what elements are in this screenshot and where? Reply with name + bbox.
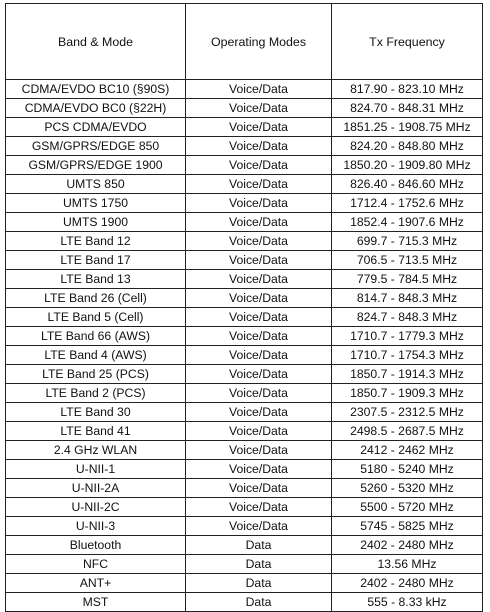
tx-frequency-cell: 2402 - 2480 MHz [332, 574, 483, 593]
tx-frequency-cell: 5745 - 5825 MHz [332, 517, 483, 536]
operating-modes-cell: Voice/Data [186, 194, 332, 213]
tx-frequency-cell: 824.70 - 848.31 MHz [332, 99, 483, 118]
band-mode-cell: U-NII-3 [6, 517, 186, 536]
tx-frequency-cell: 2402 - 2480 MHz [332, 536, 483, 555]
operating-modes-cell: Voice/Data [186, 346, 332, 365]
band-mode-cell: U-NII-1 [6, 460, 186, 479]
band-mode-cell: LTE Band 5 (Cell) [6, 308, 186, 327]
band-mode-cell: LTE Band 41 [6, 422, 186, 441]
band-mode-cell: UMTS 1750 [6, 194, 186, 213]
band-mode-cell: LTE Band 26 (Cell) [6, 289, 186, 308]
table-row [6, 422, 483, 441]
tx-frequency-cell: 817.90 - 823.10 MHz [332, 80, 483, 99]
band-mode-cell: LTE Band 66 (AWS) [6, 327, 186, 346]
operating-modes-cell: Data [186, 593, 332, 612]
frequency-table [5, 3, 483, 612]
operating-modes-cell: Voice/Data [186, 479, 332, 498]
operating-modes-cell: Voice/Data [186, 517, 332, 536]
tx-frequency-cell: 706.5 - 713.5 MHz [332, 251, 483, 270]
operating-modes-cell: Voice/Data [186, 137, 332, 156]
band-mode-cell: Bluetooth [6, 536, 186, 555]
table-row [6, 137, 483, 156]
tx-frequency-cell: 5180 - 5240 MHz [332, 460, 483, 479]
table-row [6, 270, 483, 289]
header-tx-frequency: Tx Frequency [332, 4, 483, 80]
tx-frequency-cell: 826.40 - 846.60 MHz [332, 175, 483, 194]
table-row [6, 156, 483, 175]
operating-modes-cell: Voice/Data [186, 175, 332, 194]
table-row [6, 555, 483, 574]
tx-frequency-cell: 699.7 - 715.3 MHz [332, 232, 483, 251]
tx-frequency-cell: 1710.7 - 1779.3 MHz [332, 327, 483, 346]
operating-modes-cell: Voice/Data [186, 422, 332, 441]
band-mode-cell: U-NII-2A [6, 479, 186, 498]
table-row [6, 327, 483, 346]
operating-modes-cell: Voice/Data [186, 384, 332, 403]
band-mode-cell: PCS CDMA/EVDO [6, 118, 186, 137]
band-mode-cell: NFC [6, 555, 186, 574]
tx-frequency-cell: 1852.4 - 1907.6 MHz [332, 213, 483, 232]
table-row [6, 213, 483, 232]
operating-modes-cell: Voice/Data [186, 118, 332, 137]
operating-modes-cell: Voice/Data [186, 498, 332, 517]
tx-frequency-cell: 1850.7 - 1909.3 MHz [332, 384, 483, 403]
tx-frequency-cell: 824.20 - 848.80 MHz [332, 137, 483, 156]
header-band-mode: Band & Mode [6, 4, 186, 80]
operating-modes-cell: Voice/Data [186, 327, 332, 346]
table-row [6, 118, 483, 137]
table-row [6, 194, 483, 213]
band-mode-cell: CDMA/EVDO BC10 (§90S) [6, 80, 186, 99]
table-row [6, 308, 483, 327]
tx-frequency-cell: 2307.5 - 2312.5 MHz [332, 403, 483, 422]
band-mode-cell: LTE Band 12 [6, 232, 186, 251]
tx-frequency-cell: 779.5 - 784.5 MHz [332, 270, 483, 289]
table-row [6, 99, 483, 118]
tx-frequency-cell: 5260 - 5320 MHz [332, 479, 483, 498]
table-row [6, 479, 483, 498]
operating-modes-cell: Data [186, 574, 332, 593]
table-row [6, 593, 483, 612]
frequency-table-container [5, 3, 483, 612]
operating-modes-cell: Voice/Data [186, 441, 332, 460]
tx-frequency-cell: 5500 - 5720 MHz [332, 498, 483, 517]
table-row [6, 384, 483, 403]
table-row [6, 441, 483, 460]
band-mode-cell: MST [6, 593, 186, 612]
band-mode-cell: U-NII-2C [6, 498, 186, 517]
band-mode-cell: GSM/GPRS/EDGE 1900 [6, 156, 186, 175]
table-row [6, 251, 483, 270]
operating-modes-cell: Voice/Data [186, 213, 332, 232]
operating-modes-cell: Data [186, 536, 332, 555]
band-mode-cell: LTE Band 13 [6, 270, 186, 289]
band-mode-cell: LTE Band 2 (PCS) [6, 384, 186, 403]
band-mode-cell: CDMA/EVDO BC0 (§22H) [6, 99, 186, 118]
table-row [6, 346, 483, 365]
tx-frequency-cell: 1850.20 - 1909.80 MHz [332, 156, 483, 175]
table-row [6, 232, 483, 251]
band-mode-cell: LTE Band 17 [6, 251, 186, 270]
tx-frequency-cell: 1851.25 - 1908.75 MHz [332, 118, 483, 137]
operating-modes-cell: Voice/Data [186, 270, 332, 289]
band-mode-cell: GSM/GPRS/EDGE 850 [6, 137, 186, 156]
operating-modes-cell: Voice/Data [186, 251, 332, 270]
operating-modes-cell: Data [186, 555, 332, 574]
operating-modes-cell: Voice/Data [186, 460, 332, 479]
operating-modes-cell: Voice/Data [186, 156, 332, 175]
table-row [6, 289, 483, 308]
table-row [6, 536, 483, 555]
tx-frequency-cell: 13.56 MHz [332, 555, 483, 574]
header-operating-modes: Operating Modes [186, 4, 332, 80]
tx-frequency-cell: 814.7 - 848.3 MHz [332, 289, 483, 308]
tx-frequency-cell: 1710.7 - 1754.3 MHz [332, 346, 483, 365]
tx-frequency-cell: 824.7 - 848.3 MHz [332, 308, 483, 327]
operating-modes-cell: Voice/Data [186, 289, 332, 308]
table-row [6, 498, 483, 517]
band-mode-cell: UMTS 1900 [6, 213, 186, 232]
table-row [6, 460, 483, 479]
operating-modes-cell: Voice/Data [186, 99, 332, 118]
tx-frequency-cell: 2412 - 2462 MHz [332, 441, 483, 460]
band-mode-cell: UMTS 850 [6, 175, 186, 194]
table-header-row [6, 4, 483, 80]
table-row [6, 517, 483, 536]
tx-frequency-cell: 2498.5 - 2687.5 MHz [332, 422, 483, 441]
operating-modes-cell: Voice/Data [186, 365, 332, 384]
tx-frequency-cell: 1850.7 - 1914.3 MHz [332, 365, 483, 384]
operating-modes-cell: Voice/Data [186, 80, 332, 99]
table-row [6, 365, 483, 384]
operating-modes-cell: Voice/Data [186, 232, 332, 251]
table-row [6, 175, 483, 194]
table-row [6, 574, 483, 593]
band-mode-cell: LTE Band 30 [6, 403, 186, 422]
band-mode-cell: ANT+ [6, 574, 186, 593]
operating-modes-cell: Voice/Data [186, 308, 332, 327]
table-row [6, 80, 483, 99]
band-mode-cell: LTE Band 25 (PCS) [6, 365, 186, 384]
table-row [6, 403, 483, 422]
operating-modes-cell: Voice/Data [186, 403, 332, 422]
band-mode-cell: LTE Band 4 (AWS) [6, 346, 186, 365]
tx-frequency-cell: 1712.4 - 1752.6 MHz [332, 194, 483, 213]
tx-frequency-cell: 555 - 8.33 kHz [332, 593, 483, 612]
table-body [6, 80, 483, 612]
band-mode-cell: 2.4 GHz WLAN [6, 441, 186, 460]
